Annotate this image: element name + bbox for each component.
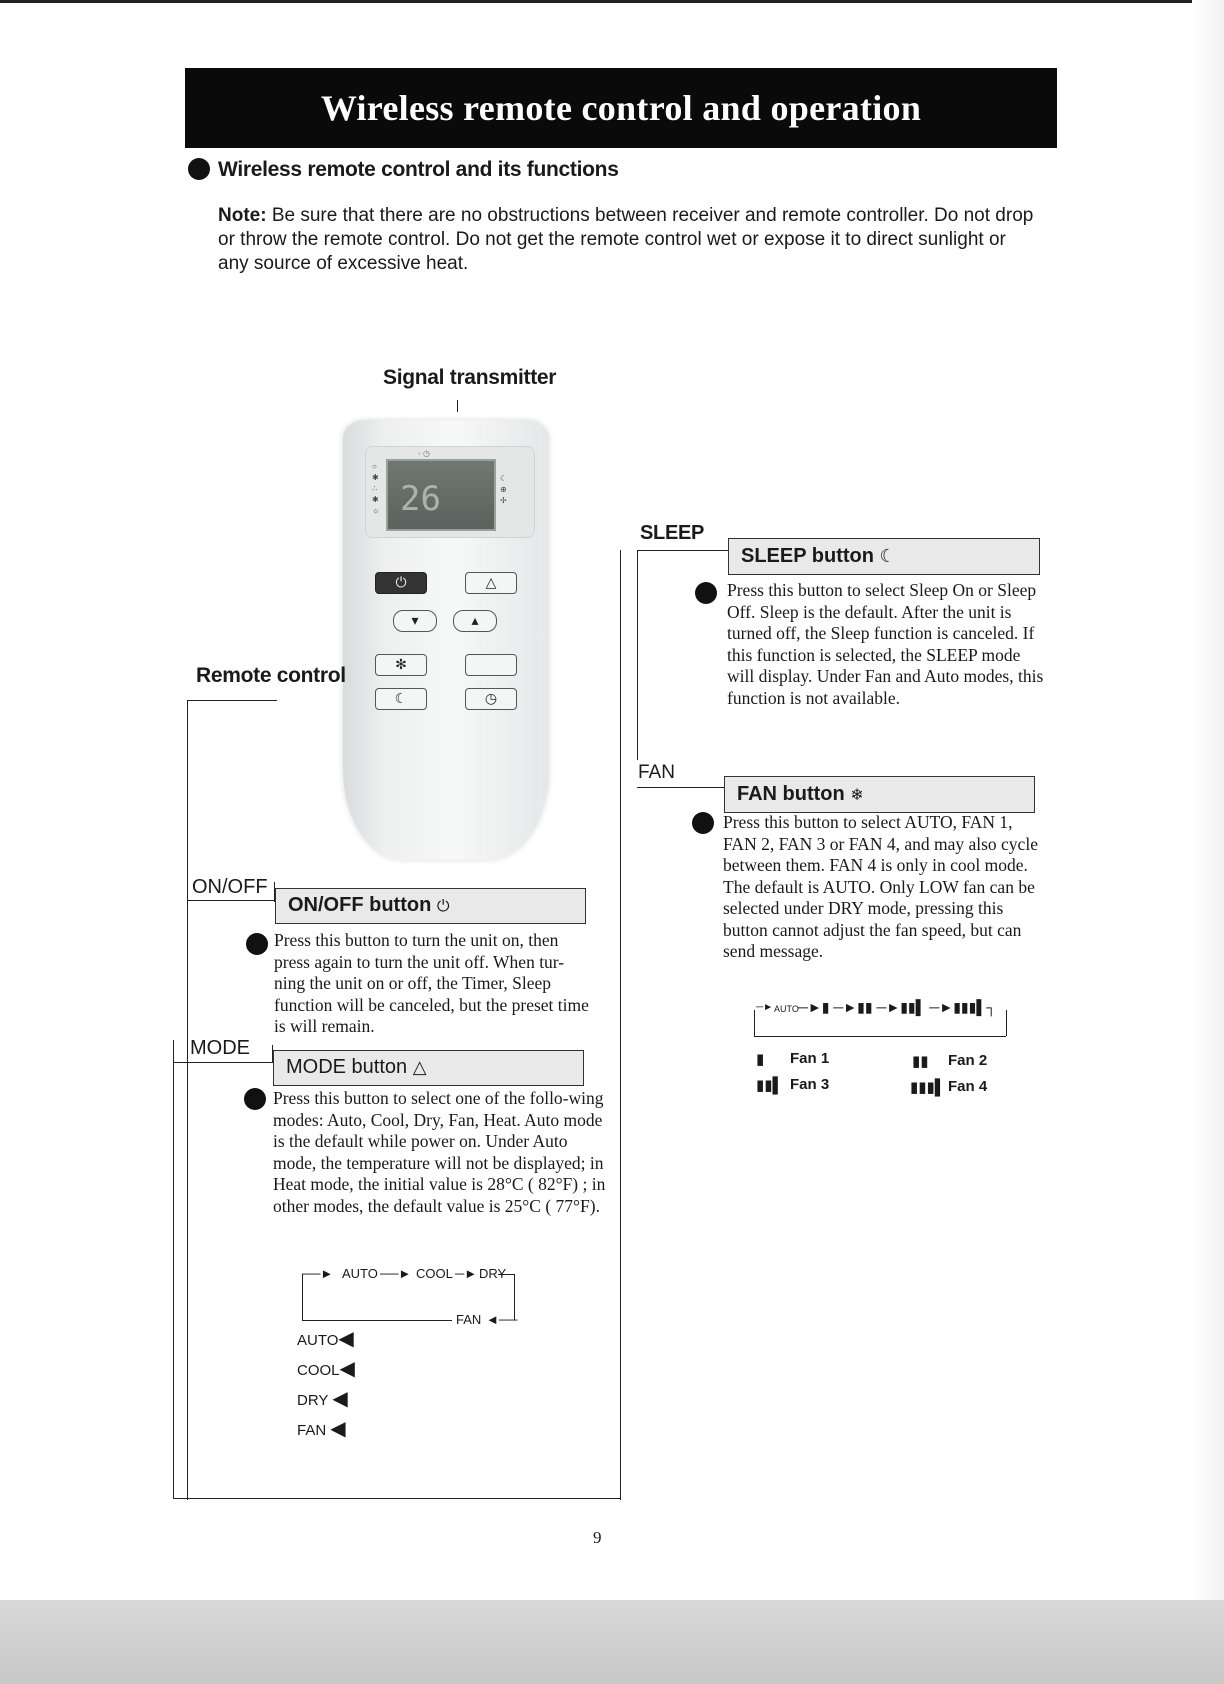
remote-lcd — [386, 449, 496, 531]
fan-cycle-right-line — [1006, 1010, 1007, 1036]
triangle-icon: △ — [412, 1057, 427, 1077]
mode-description: Press this button to select one of the follo-wing modes: Auto, Cool, Dry, Fan, Heat. Auto mode is the default while power on. Under Auto mode, the temperature will not be displayed; in Heat mode, the initial value is 28°C ( 82°F) ; in other modes, the default value is 25°C ( 77°F). — [273, 1088, 606, 1216]
sleep-pointer-line — [637, 550, 729, 551]
fan-speed-3-icon: ▮▮▌ — [756, 1077, 784, 1094]
sleep-button-heading — [728, 538, 1040, 575]
cycle-step: COOL — [416, 1266, 453, 1281]
legend-row — [297, 1356, 417, 1386]
fan-legend-label: Fan 2 — [948, 1052, 988, 1069]
mode-pointer-line — [173, 1062, 273, 1063]
page-right-shadow — [1192, 0, 1224, 1600]
fan-legend-label: Fan 3 — [790, 1076, 830, 1093]
mode-frame-line — [173, 1040, 174, 1498]
legend-label: AUTO — [297, 1332, 339, 1349]
mode-label: MODE — [190, 1037, 250, 1059]
fan-cycle-arrow: ─► — [756, 1002, 773, 1013]
fan-description: Press this button to select AUTO, FAN 1, FAN 2, FAN 3 or FAN 4, and may also cycle between them. FAN 4 is only in cool mode. The default is AUTO. Only LOW fan can be selected under DRY mode, pressing this button cannot adjust the fan speed, but can send message. — [723, 812, 1038, 961]
page-title: Wireless remote control and operation — [185, 68, 1057, 148]
cycle-bottom-line — [302, 1320, 452, 1321]
note-label: Note: — [218, 205, 267, 226]
left-triangle-icon: ◀ — [338, 1328, 354, 1350]
legend-row — [297, 1416, 417, 1446]
page-top-edge — [0, 0, 1224, 3]
mode-indicator-icons: ○ ✱ ∴ ✱ ☼ — [372, 462, 380, 515]
sleep-label: SLEEP — [640, 522, 705, 544]
fan-cycle-diagram — [754, 1000, 1014, 1040]
legend-row — [297, 1386, 417, 1416]
bullet — [695, 582, 717, 604]
fan-button-title: FAN button — [737, 783, 845, 805]
lcd-top-icons: ◦ ◷ — [418, 449, 431, 458]
legend-label: FAN — [297, 1422, 327, 1439]
remote-up-button: ▴ — [453, 610, 497, 632]
fan-legend-label: Fan 4 — [948, 1078, 988, 1095]
signal-transmitter-pointer — [457, 400, 458, 412]
lcd-temperature: 26 — [400, 479, 441, 519]
power-icon: ⏻ — [436, 898, 450, 915]
center-frame-line — [620, 550, 621, 1500]
fan-button-heading — [724, 776, 1035, 813]
onoff-label: ON/OFF — [192, 876, 268, 898]
remote-timer-button: ◷ — [465, 688, 517, 710]
remote-control-image — [343, 420, 549, 860]
cycle-arrow: ──► — [302, 1266, 334, 1281]
bullet — [246, 933, 268, 955]
fan-cycle-bottom-line — [754, 1036, 1006, 1037]
remote-fan-button: ✻ — [375, 654, 427, 676]
remote-down-button: ▾ — [393, 610, 437, 632]
section-subtitle: Wireless remote control and its functions — [218, 158, 619, 181]
sleep-button-title: SLEEP button — [741, 545, 874, 567]
fan-legend-label: Fan 1 — [790, 1050, 830, 1067]
onoff-pointer-line — [187, 900, 275, 901]
remote-control-label: Remote control — [196, 664, 346, 687]
fan-speed-2-icon: ▮▮ — [912, 1053, 929, 1070]
remote-mode-button: △ — [465, 572, 517, 594]
left-triangle-icon: ◀ — [339, 1358, 355, 1380]
signal-transmitter-label: Signal transmitter — [383, 366, 557, 389]
bullet — [188, 158, 210, 180]
fan-label: FAN — [638, 762, 675, 783]
bullet — [692, 812, 714, 834]
page-number: 9 — [593, 1528, 602, 1547]
fan-speed-4-icon: ▮▮▮▌ — [910, 1079, 946, 1096]
fan-level-sequence: ─►▮ ─►▮▮ ─►▮▮▌ ─►▮▮▮▌┐ — [798, 999, 997, 1015]
scanner-bottom-strip — [0, 1600, 1224, 1684]
fan-speed-1-icon: ▮ — [756, 1051, 765, 1068]
left-triangle-icon: ◀ — [332, 1388, 348, 1410]
sleep-description: Press this button to select Sleep On or Sleep Off. Sleep is the default. After the unit is turned off, the Sleep function is canceled. If this function is selected, the SLEEP mode will display. Under Fan and Auto modes, this function is not available. — [727, 580, 1044, 708]
fan-cycle-left-line — [754, 1010, 755, 1036]
left-triangle-icon: ◀ — [330, 1418, 346, 1440]
bullet — [244, 1088, 266, 1110]
remote-blank-button — [465, 654, 517, 676]
fan-cycle-start: AUTO — [774, 1004, 799, 1014]
legend-label: COOL — [297, 1362, 340, 1379]
cycle-arrow: ──► — [380, 1266, 412, 1281]
remote-display-panel — [365, 446, 535, 538]
legend-label: DRY — [297, 1392, 329, 1409]
legend-row — [297, 1326, 417, 1356]
mode-legend — [297, 1326, 417, 1446]
mode-button-title: MODE button — [286, 1056, 408, 1078]
mode-cycle-diagram — [298, 1266, 554, 1327]
moon-icon: ☾ — [879, 546, 896, 566]
mode-button-heading — [273, 1050, 584, 1086]
onoff-description: Press this button to turn the unit on, then press again to turn the unit off. When tur-ning the unit on or off, the Timer, Sleep function will be canceled, but the preset time is will remain. — [274, 930, 589, 1036]
note-text: Be sure that there are no obstructions between receiver and remote controller. Do not drop or throw the remote control. Do not get the remote control wet or expose it to direct sunlight or any source of excessive heat. — [218, 205, 1034, 274]
cycle-step: DRY — [479, 1266, 507, 1281]
onoff-button-title: ON/OFF button — [288, 894, 432, 916]
note-paragraph — [218, 204, 1038, 276]
status-indicator-icons: ☾ ⊕ ✢ — [500, 474, 508, 505]
fan-pointer-line — [637, 787, 725, 788]
remote-label-line — [187, 700, 277, 701]
fan-icon: ❄ — [850, 787, 864, 804]
cycle-arrow: ◄── — [486, 1312, 518, 1327]
bottom-frame-line — [173, 1498, 621, 1499]
remote-power-button: ⏻ — [375, 572, 427, 594]
sleep-frame-line — [637, 550, 638, 760]
cycle-step: FAN — [456, 1312, 482, 1327]
cycle-arrow: ─► — [455, 1266, 478, 1281]
cycle-step: AUTO — [342, 1266, 378, 1281]
onoff-button-heading — [275, 888, 586, 924]
remote-sleep-button: ☾ — [375, 688, 427, 710]
left-frame-line — [187, 700, 188, 1500]
fan-legend — [756, 1048, 1016, 1108]
